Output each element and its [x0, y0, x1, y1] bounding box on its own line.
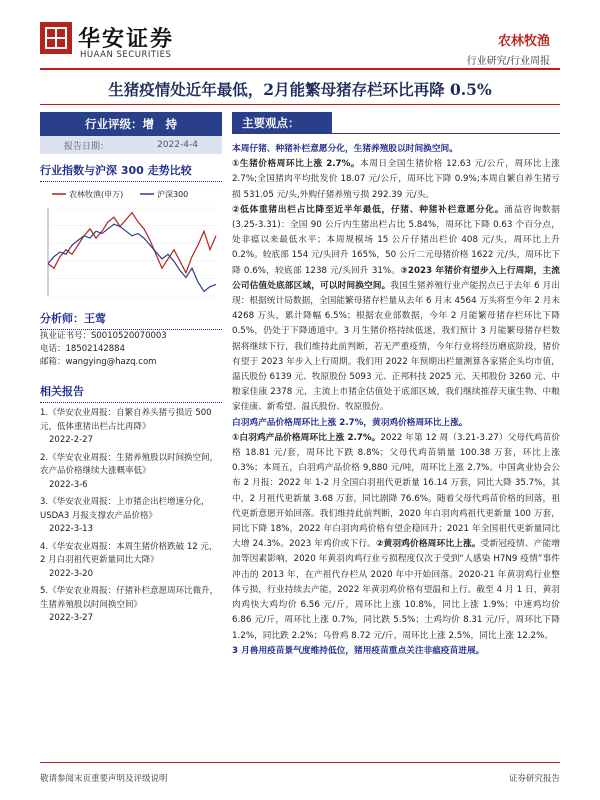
report-date-row: [40, 136, 222, 154]
summary-vaccine: 3 月兽用疫苗景气度维持低位，猪用疫苗重点关注非瘟疫苗进展。: [232, 645, 485, 656]
related-reports-list: [40, 407, 222, 626]
related-report-item[interactable]: 3.《华安农业周报：上市猪企出栏增速分化，USDA3 月报支撑农产品价格》 2022-3-13: [40, 497, 210, 534]
report-title: 生猪疫情处近年最低，2月能繁母猪存栏环比再降 0.5%: [108, 80, 492, 99]
main-body: [232, 142, 560, 659]
report-date-label: 报告日期：: [64, 141, 110, 152]
title-divider: [40, 104, 560, 105]
brand-name-cn: 华安证券: [78, 26, 175, 52]
chart-heading: 行业指数与沪深 300 走势比较: [40, 162, 222, 182]
main-heading-rule: [332, 133, 560, 134]
related-report-item[interactable]: 2.《华安农业周报：生猪养殖股以时间换空间，农产品价格继续大涨概率低》 2022-3-6: [40, 452, 219, 490]
related-report-item[interactable]: 1.《华安农业周报：自繁自养头猪亏损近 500 元，低体重猪出栏占比再降》 2022-2-27: [40, 408, 212, 445]
header-divider: [40, 68, 560, 70]
point-pig-weight: ②低体重猪出栏占比降至近半年最低，仔猪、种猪补栏意愿分化。涌益咨询数据(3.25-3.31)：全国 90 公斤内生猪出栏占比 5.84%，周环比下降 0.63 个百分点，处非瘟以来最低水平；本周规模场 15 公斤仔猪出栏价 408 元/头，周环比上升 0.2%。较底部 154 元/头回升 165%，50 公斤二元母猪价格 1622 元/头，周环比下降 0.6%，较底部 1238 元/头回升 31%。③2023 年猪价有望步入上行周期，主流公司估值处底部区域，可以时间换空间。我国生猪养殖行业产能拐点已于去年 6 月出现：根据统计局数据，全国能繁母猪存栏量从去年 6 月末 4564 万头将至今年 2 月末 4268 万头，累计降幅 6.5%；根据农业部数据，今年 2 月能繁母猪存栏环比下降 0.5%，仍处于下降通道中。3 月生猪价格持续低迷，我们预计 3 月能繁母猪存栏数据将继续下行，我们维持此前判断，若无严重疫情，今年行业将经历磨底阶段，猪价有望于 2023 年步入上行周期。我们用 2022 年预期出栏量测算各家猪企头均市值，温氏股份 6139 元、牧原股份 5093 元、正邦科技 2025 元、天邦股份 3260 元、中粮家佳康 2378 元，主流上市猪企估值处于底部区域，我们继续推荐天康生物、中粮家佳康、新希望、温氏股份、牧原股份。: [232, 204, 560, 413]
index-chart-svg: [40, 186, 222, 306]
page-header: [0, 0, 600, 68]
huaan-logo-icon: [40, 22, 72, 54]
report-type: 行业研究/行业周报: [466, 56, 550, 67]
analyst-phone: 电话：18502142884: [40, 344, 125, 354]
brand-name-en: HUAAN SECURITIES: [80, 50, 172, 60]
analyst-block: [40, 310, 222, 369]
series-line: [48, 224, 216, 291]
analyst-cert: 执业证书号：S0010520070003: [40, 331, 167, 341]
footer-label: 证券研究报告: [508, 774, 560, 784]
legend-label: 农林牧渔(申万): [69, 190, 124, 199]
analyst-name: 分析师：王莺: [40, 310, 222, 330]
related-reports-heading: 相关报告: [40, 383, 222, 403]
report-date: 2022-4-4: [157, 140, 198, 150]
index-chart: [40, 186, 222, 306]
related-report-item[interactable]: 4.《华安农业周报：本周生猪价格跌破 12 元，2 月白羽祖代更新量同比大降》 2022-3-20: [40, 541, 218, 579]
analyst-email[interactable]: 邮箱：wangying@hazq.com: [40, 357, 157, 367]
series-line: [48, 213, 216, 273]
point-pig-price: ①生猪价格周环比上涨 2.7%。本周日全国生猪价格 12.63 元/公斤，周环比上涨 2.7%;全国猪肉平均批发价 18.07 元/公斤，周环比下降 0.9%;本周自繁自养生猪亏损 531.05 元/头,外购仔猪养殖亏损 292.39 元/头。: [232, 159, 560, 200]
sector-label: 农林牧渔: [497, 34, 550, 49]
point-chicken: ①白羽鸡产品价格周环比上涨 2.7%。2022 年第 12 周（3.21-3.27）父母代鸡苗价格 18.81 元/套，周环比下跌 8.8%；父母代鸡苗销量 100.38 万套，环比上涨 0.3%；本周五，白羽鸡产品价格 9,880 元/吨，周环比上涨 2.7%。中国禽业协会公布 2 月报：2022 年 1-2 月全国白羽祖代更新量 16.14 万套，同比大降 35.7%，其中，2 月祖代更新量 3.68 万套，同比剧降 76.6%。随着父母代鸡苗价格的回落，祖代更新意愿开始回落。我们维持此前判断，2020 年白羽肉鸡祖代更新量 100 万套，同比下降 18%，2022 年白羽肉鸡价格有望企稳回升；2021 年全国祖代更新量同比大增 24.3%。2023 年鸡价或下行。②黄羽鸡价格周环比上涨。受新冠疫情、产能增加等因素影响，2020 年黄羽肉鸡行业亏损程度仅次于受到“人感染 H7N9 疫情”事件冲击的 2013 年，在产祖代存栏从 2020 年中开始回落。2020-21 年黄羽鸡行业整体亏损，行业持续去产能，2022 年黄羽鸡价格有望温和上行。截至 4 月 1 日，黄羽肉鸡快大鸡均价 6.56 元/斤，周环比上涨 10.8%，同比上涨 1.9%；中速鸡均价 6.86 元/斤，周环比上涨 0.7%，同比跌 5.5%；土鸡均价 8.31 元/斤，周环比下降 1.2%，同比跌 2.2%；乌骨鸡 8.72 元/斤，周环比上涨 2.5%，同比上涨 12.2%。: [232, 432, 561, 641]
footer-disclaimer[interactable]: 敬请参阅末页重要声明及评级说明: [40, 774, 168, 784]
industry-rating: 行业评级：增 持: [40, 112, 222, 136]
legend-label: 沪深300: [157, 190, 189, 199]
footer-divider: [40, 762, 560, 763]
left-column: [40, 112, 222, 626]
main-column: [232, 112, 560, 659]
main-points-heading: 主要观点：: [232, 112, 332, 134]
related-report-item[interactable]: 5.《华安农业周报：仔猪补栏意愿周环比微升，生猪养殖股以时间换空间》 2022-3-27: [40, 586, 219, 623]
summary-chicken: 白羽鸡产品价格周环比上涨 2.7%，黄羽鸡价格周环比上涨。: [232, 417, 468, 428]
summary-pig: 本周仔猪、种猪补栏意愿分化，生猪养殖股以时间换空间。: [232, 144, 458, 154]
